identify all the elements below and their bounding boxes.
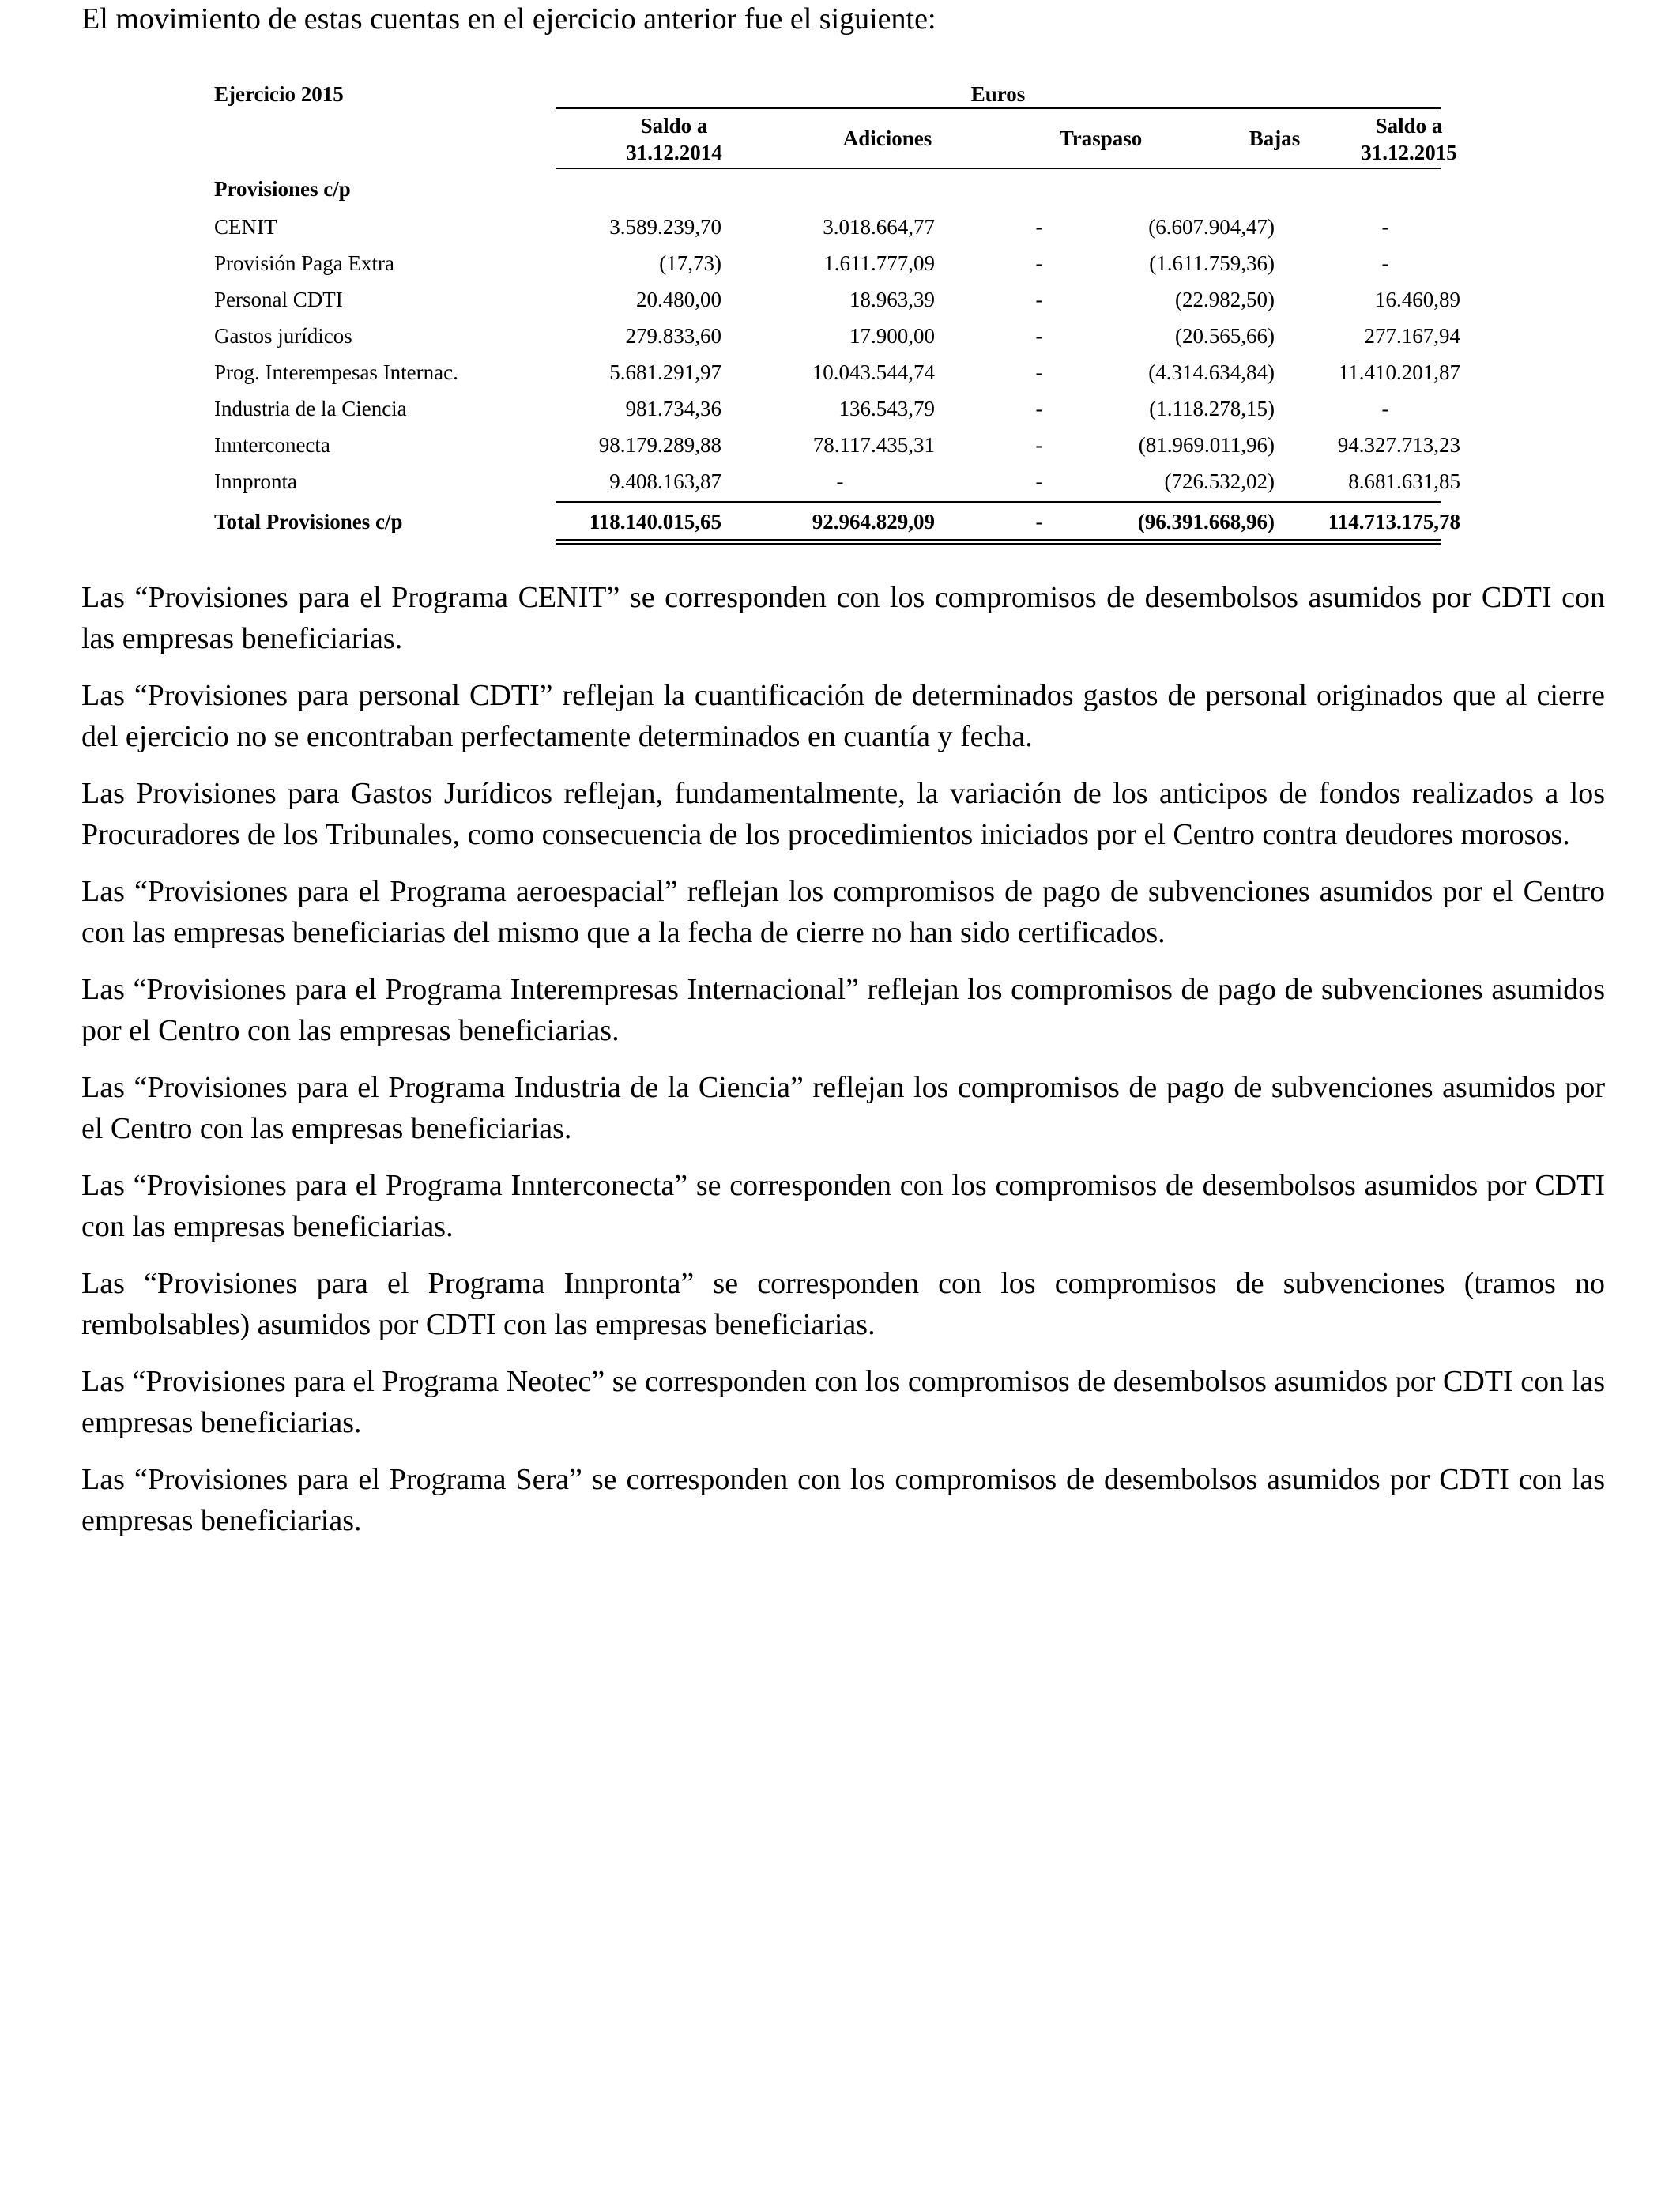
table-cell: (22.982,50)	[1175, 288, 1275, 311]
table-cell: 16.460,89	[1375, 288, 1460, 311]
table-cell: (20.565,66)	[1175, 324, 1275, 348]
table-cell: -	[1381, 215, 1389, 239]
table-cell: 118.140.015,65	[589, 510, 721, 533]
row-concept: Personal CDTI	[214, 288, 343, 311]
column-header-adiciones: Adiciones	[842, 126, 932, 150]
period-label: Ejercicio 2015	[214, 82, 344, 106]
table-cell: 277.167,94	[1364, 324, 1460, 348]
table-cell: -	[1035, 397, 1043, 420]
row-concept: Gastos jurídicos	[214, 324, 352, 348]
column-header-line: Saldo a	[1375, 114, 1443, 138]
table-cell: 9.408.163,87	[609, 469, 721, 493]
row-concept: Prog. Interempesas Internac.	[214, 360, 458, 384]
section-label: Provisiones c/p	[214, 177, 351, 201]
table-cell: 981.734,36	[625, 397, 721, 420]
row-concept: Innterconecta	[214, 433, 330, 457]
column-header-traspaso: Traspaso	[1059, 126, 1143, 150]
table-cell: 17.900,00	[849, 324, 935, 348]
table-cell: 94.327.713,23	[1337, 433, 1460, 457]
table-cell: 10.043.544,74	[812, 360, 935, 384]
paragraph: Las “Provisiones para el Programa aeroespacial” reflejan los compromisos de pago de subvenciones asumidos por el Centro con las empresas beneficiarias del mismo que a la fecha de cierre no han sido certificados.	[81, 875, 1605, 949]
header-rule-bottom	[556, 168, 1441, 169]
table-cell: (4.314.634,84)	[1148, 360, 1275, 384]
table-cell: -	[1035, 215, 1043, 239]
paragraph: Las “Provisiones para el Programa Innpronta” se corresponden con los compromisos de subvenciones (tramos no rembolsables) asumidos por CDTI con las empresas beneficiarias.	[81, 1267, 1605, 1341]
table-cell: -	[1035, 433, 1043, 457]
total-rule-bottom-1	[556, 539, 1441, 541]
intro-text: El movimiento de estas cuentas en el ejercicio anterior fue el siguiente:	[81, 2, 936, 36]
table-cell: 20.480,00	[636, 288, 721, 311]
table-cell: 98.179.289,88	[598, 433, 721, 457]
column-header-line: 31.12.2015	[1361, 141, 1457, 164]
paragraph: Las “Provisiones para el Programa Sera” se corresponden con los compromisos de desembolsos asumidos por CDTI con las empresas beneficiarias.	[81, 1463, 1605, 1537]
paragraph: Las “Provisiones para el Programa Industria de la Ciencia” reflejan los compromisos de pago de subvenciones asumidos por el Centro con las empresas beneficiarias.	[81, 1071, 1605, 1145]
header-rule-top	[556, 107, 1441, 109]
table-cell: 279.833,60	[625, 324, 721, 348]
table-cell: -	[836, 469, 844, 493]
row-concept: Innpronta	[214, 469, 297, 493]
column-header-saldo-2015	[1314, 112, 1504, 166]
table-cell: -	[1035, 469, 1043, 493]
table-cell: -	[1035, 324, 1043, 348]
currency-label: Euros	[970, 82, 1026, 106]
table-cell: 8.681.631,85	[1348, 469, 1460, 493]
paragraph: Las Provisiones para Gastos Jurídicos reflejan, fundamentalmente, la variación de los anticipos de fondos realizados a los Procuradores de los Tribunales, como consecuencia de los procedimientos iniciados por el Centro contra deudores morosos.	[81, 777, 1605, 851]
paragraph: Las “Provisiones para el Programa Interempresas Internacional” reflejan los compromisos de pago de subvenciones asumidos por el Centro con las empresas beneficiarias.	[81, 973, 1605, 1047]
table-cell: -	[1035, 360, 1043, 384]
table-cell: 5.681.291,97	[609, 360, 721, 384]
table-cell: 136.543,79	[838, 397, 935, 420]
table-cell: (96.391.668,96)	[1137, 510, 1275, 533]
column-header-saldo-2014	[587, 112, 761, 166]
row-concept: CENIT	[214, 215, 277, 239]
column-header-bajas: Bajas	[1249, 126, 1301, 150]
table-cell: -	[1035, 288, 1043, 311]
table-cell: -	[1035, 510, 1043, 533]
table-cell: 3.589.239,70	[609, 215, 721, 239]
table-cell: (81.969.011,96)	[1138, 433, 1275, 457]
table-cell: -	[1381, 251, 1389, 275]
explanatory-paragraphs	[81, 577, 1605, 1557]
total-rule-top	[556, 501, 1441, 503]
row-concept: Provisión Paga Extra	[214, 251, 394, 275]
paragraph: Las “Provisiones para el Programa Neotec” se corresponden con los compromisos de desembolsos asumidos por CDTI con las empresas beneficiarias.	[81, 1365, 1605, 1439]
table-cell: 78.117.435,31	[812, 433, 935, 457]
total-concept: Total Provisiones c/p	[214, 510, 403, 533]
table-cell: (726.532,02)	[1164, 469, 1275, 493]
table-cell: -	[1381, 397, 1389, 420]
table-cell: (17,73)	[659, 251, 721, 275]
column-header-line: 31.12.2014	[626, 141, 722, 164]
row-concept: Industria de la Ciencia	[214, 397, 407, 420]
paragraph: Las “Provisiones para personal CDTI” reflejan la cuantificación de determinados gastos de personal originados que al cierre del ejercicio no se encontraban perfectamente determinados en cuantía y fecha.	[81, 679, 1605, 753]
table-cell: (1.118.278,15)	[1149, 397, 1275, 420]
paragraph: Las “Provisiones para el Programa Innterconecta” se corresponden con los compromisos de desembolsos asumidos por CDTI con las empresas beneficiarias.	[81, 1169, 1605, 1243]
table-cell: 92.964.829,09	[812, 510, 935, 533]
table-cell: 1.611.777,09	[823, 251, 935, 275]
table-cell: 18.963,39	[849, 288, 935, 311]
total-rule-bottom-2	[556, 543, 1441, 545]
table-cell: (6.607.904,47)	[1148, 215, 1275, 239]
paragraph: Las “Provisiones para el Programa CENIT” se corresponden con los compromisos de desembolsos asumidos por CDTI con las empresas beneficiarias.	[81, 581, 1605, 655]
table-cell: 114.713.175,78	[1328, 510, 1460, 533]
table-cell: -	[1035, 251, 1043, 275]
column-header-line: Saldo a	[640, 114, 708, 138]
table-cell: 11.410.201,87	[1338, 360, 1460, 384]
table-cell: (1.611.759,36)	[1149, 251, 1275, 275]
table-cell: 3.018.664,77	[823, 215, 935, 239]
